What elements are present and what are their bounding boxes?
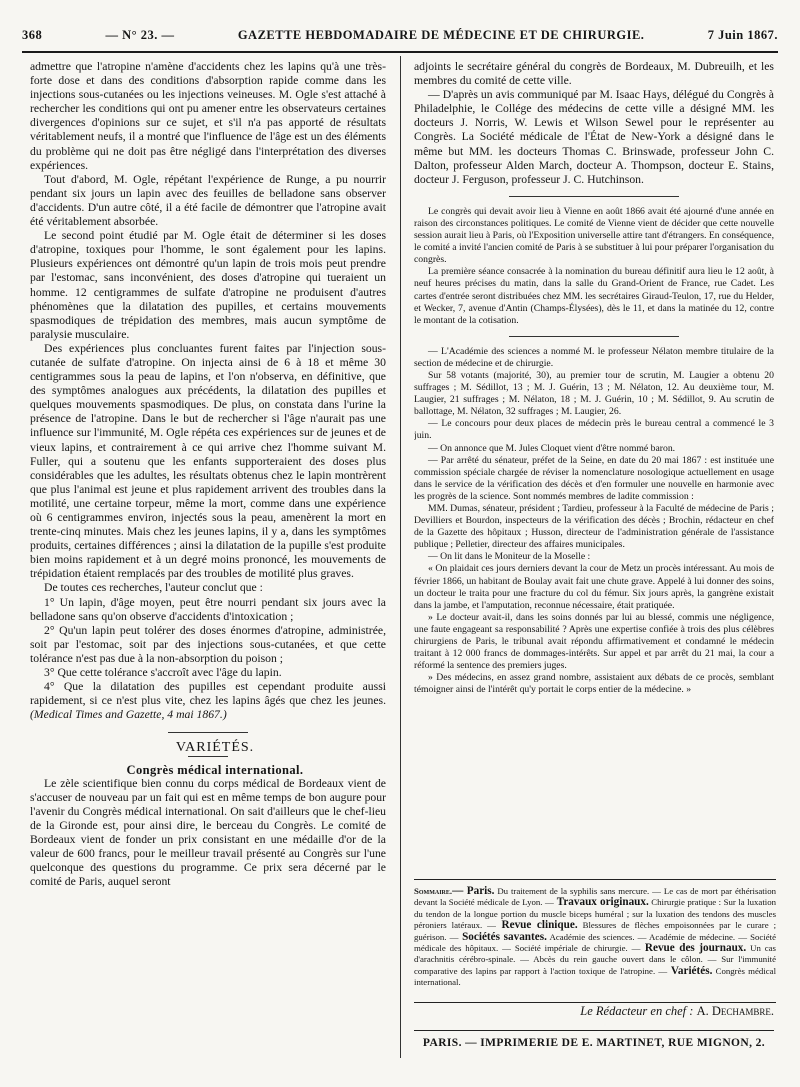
article-paragraph: adjoints le secrétaire général du congrès de Bordeaux, M. Dubreuilh, et les membres du comité de cette ville. xyxy=(414,60,774,88)
left-column xyxy=(30,60,386,1060)
separator-rule xyxy=(509,196,679,197)
article-paragraph: admettre que l'atropine n'amène d'accidents chez les lapins qu'à une très-forte dose et dans des conditions d'absorption rapide comme dans les injections sous-cutanées ou les injections veineuses. M. Ogle s'est attaché à rechercher les conditions qui ont pu amener entre les observateurs certaines divergences d'opinions sur ce sujet, et s'il n'a pas apporté de résultats véritablement neufs, il a montré que l'influence de l'âge est un des éléments du problème qui ne doit pas être négligé dans l'interprétation des diverses expériences. xyxy=(30,60,386,172)
printer-imprint: PARIS. — IMPRIMERIE DE E. MARTINET, RUE MIGNON, 2. xyxy=(414,1030,774,1049)
article-paragraph: Tout d'abord, M. Ogle, répétant l'expérience de Runge, a pu nourrir pendant six jours un lapin avec des feuilles de belladone sans observer d'accidents. D'un autre côté, il a été facile de démontrer que l'atropine avait été véritablement absorbée. xyxy=(30,172,386,229)
news-paragraph: — L'Académie des sciences a nommé M. le professeur Nélaton membre titulaire de la section de médecine et de chirurgie. xyxy=(414,345,774,369)
toc-entries: Chirurgie pratique : Sur la luxation du tendon de la longue portion du muscle biceps huméral ; sur la luxation des tendons des muscles péroniers latéraux. — xyxy=(414,897,776,931)
table-of-contents xyxy=(414,879,776,1003)
gazette-title: GAZETTE HEBDOMADAIRE DE MÉDECINE ET DE CHIRURGIE. xyxy=(237,27,645,42)
toc-heading: Sociétés savantes. xyxy=(458,930,547,943)
congress-news xyxy=(414,60,774,187)
toc-entries: Un cas d'arachnitis cérébro-spinale. — Abcès du rein gauche ouvert dans le côlon. — Sur l'immunité comparative des lapins par rapport à l'action toxique de l'atropine. — xyxy=(414,943,776,976)
section-rule xyxy=(168,732,248,733)
article-paragraph: Le second point étudié par M. Ogle était de déterminer si les doses d'atropine, toxiques pour l'homme, le sont également pour les lapins. Plusieurs expériences ont démontré qu'un lapin de trois mois peut prendre par l'estomac, sans inconvénient, des doses d'atropine qui tueraient un homme. 12 centigrammes de sulfate d'atropine ne produisent d'autres phénomènes que la dilatation des pupilles, et certains mouvements spasmodiques de trépidation des membres, mais aucun symptôme de paralysie musculaire. xyxy=(30,229,386,341)
toc-label: Sommaire. xyxy=(414,886,453,896)
section-subtitle: Congrès médical international. xyxy=(126,762,304,777)
article-paragraph: Le zèle scientifique bien connu du corps médical de Bordeaux vient de s'accuser de nouveau par un fait qui est en même temps de bon augure pour l'avenir du Congrès médical international. On sait d'ailleurs que le chef-lieu de la Gironde est, pour ainsi dire, le berceau du Congrès. Le comité de Bordeaux vient de fonder un prix consistant en une médaille d'or de la valeur de 600 francs, pour le meilleur travail présenté au Congrès sur l'une quelconque des questions du programme. Ce prix sera décerné par le comité de Paris, auquel seront xyxy=(30,776,386,889)
citation: (Medical Times and Gazette, 4 mai 1867.) xyxy=(30,708,227,722)
news-paragraph: Sur 58 votants (majorité, 30), au premier tour de scrutin, M. Laugier a obtenu 20 suffrages ; M. Sédillot, 13 ; M. J. Guérin, 13 ; M. Nélaton, 12. Au deuxième tour, M. Laugier, 21 suffrages ; M. Nélaton, 18 ; M. J. Guérin, 10 ; M. Sédillot, 9. Au scrutin de ballottage, M. Nélaton, 32 suffrages ; M. Laugier, 26. xyxy=(414,369,774,418)
news-paragraph: — On lit dans le Moniteur de la Moselle : xyxy=(428,551,591,563)
news-paragraph: La première séance consacrée à la nomination du bureau définitif aura lieu le 12 août, à neuf heures précises du matin, dans la salle du Grand-Orient de France, rue Cadet. Les cartes d'entrée seront distribuées chez MM. les secrétaires Giraud-Teulon, 17, rue du Helder, et Wecker, 7, avenue d'Antin (Champs-Élysées), dès le 11, et dans la matinée du 12, contre le montant de la cotisation. xyxy=(414,266,774,326)
news-paragraph: — Le concours pour deux places de médecin près le bureau central a commencé le 3 juin. xyxy=(414,418,774,442)
news-paragraph: « On plaidait ces jours derniers devant la cour de Metz un procès intéressant. Au mois de février 1866, un habitant de Boulay avait fait une chute grave. Appelé à lui donner des soins, un docteur le traita pour une fracture du col du fémur. Six jours après, la gangrène existait dans la jambe, et l'amputation, reconnue nécessaire, était pratiquée. xyxy=(414,563,774,611)
column-divider xyxy=(400,56,401,1058)
news-items xyxy=(414,206,774,327)
news-paragraph: — Par arrêté du sénateur, préfet de la Seine, en date du 20 mai 1867 : est instituée une commission spéciale chargée de réviser la nomenclature nosologique actuellement en usage dans le service de la vérification des décès et d'en formuler une nouvelle en harmonie avec les progrès de la science. Sont nommés membres de ladite commission : xyxy=(414,454,774,502)
issue-number: — N° 23. — xyxy=(105,27,175,42)
toc-entries: Académie des sciences. — Académie de médecine. — Société médicale des hôpitaux. — Société impériale de chirurgie. — xyxy=(414,931,776,954)
conclusion-item xyxy=(30,680,386,722)
toc-heading: Revue des journaux. xyxy=(640,942,747,955)
editor-line xyxy=(414,1004,774,1019)
conclusion-item: 1° Un lapin, d'âge moyen, peut être nourri pendant six jours avec la belladone sans qu'on observe d'accidents d'intoxication ; xyxy=(30,595,386,623)
news-items xyxy=(414,346,774,697)
news-paragraph: MM. Dumas, sénateur, président ; Tardieu, professeur à la Faculté de médecine de Paris ; Devilliers et Bourdon, inspecteurs de la vérification des décès ; Brochin, rédacteur en chef de la Gazette des hôpitaux ; Husson, directeur de l'administration générale de l'assistance publique ; Pelletier, directeur des affaires municipales. xyxy=(414,503,774,551)
separator-rule xyxy=(509,336,679,337)
news-paragraph: — On annonce que M. Jules Cloquet vient d'être nommé baron. xyxy=(428,442,676,454)
right-column xyxy=(414,60,774,980)
news-paragraph: Le congrès qui devait avoir lieu à Vienne en août 1866 avait été ajourné d'une année en raison des circonstances politiques. Le comité de Vienne vient de décider que cette nouvelle session aurait lieu à Paris, où l'Exposition universelle attire tant d'étrangers. En conséquence, le comité a invité l'ancien comité de Paris à se substituer à lui pour préparer l'organisation du congrès. xyxy=(414,205,774,266)
toc-entries: Congrès médical international. xyxy=(414,965,776,988)
toc-heading: Travaux originaux. xyxy=(553,896,649,909)
issue-date: 7 Juin 1867. xyxy=(707,27,778,42)
section-subrule xyxy=(188,756,228,757)
news-paragraph: » Le docteur avait-il, dans les soins donnés par lui au blessé, commis une négligence, une faute engageant sa responsabilité ? Après une expertise confiée à trois des plus célèbres chirurgiens de Paris, le tribunal avait répondu affirmativement et condamné le médecin traitant à 12 000 francs de dommages-intérêts. Sur appel et par arrêt du 21 mai, la cour a réformé la sentence des premiers juges. xyxy=(414,611,774,672)
conclusion-item-text: 4° Que la dilatation des pupilles est cependant produite aussi rapidement, si ce n'est plus vite, chez les lapins âgés que chez les jeunes. xyxy=(30,680,386,708)
page-number: 368 xyxy=(22,27,43,42)
conclusion-item: 2° Qu'un lapin peut tolérer des doses énormes d'atropine, administrée, soit par l'estomac, soit par des injections sous-cutanées, et que cette tolérance n'est pas due à la non-absorption du poison ; xyxy=(30,623,386,665)
editor-label: Le Rédacteur en chef : xyxy=(580,1004,694,1018)
editor-name: A. Dechambre. xyxy=(696,1004,774,1018)
article-paragraph: Des expériences plus concluantes furent faites par l'injection sous-cutanée de sulfate d'atropine. On injecta ainsi de 6 à 18 et même 30 centigrammes sous la peau de lapins, et l'on n'observa, en définitive, que des symptômes analogues aux précédents, la dilatation des pupilles et quelques mouvements spasmodiques. De plus, on constata dans l'urine la présence de l'atropine. Dans le but de rechercher si l'âge n'aurait pas une influence sur l'immunité, M. Ogle répéta ces expériences sur de jeunes et de vieux lapins, et contrairement à ce qui arrive chez l'homme suivant M. Fuller, qui a soutenu que les enfants supporteraient des doses plus considérables que les adultes, les résultats obtenus chez le lapin montrèrent que plus l'animal est jeune et plus rapidement arrivent des troubles dans la motilité, une certaine torpeur, même la mort, comme dans une expérience où 6 centigrammes environ, injectés sous la peau, amenèrent la mort en trente-cinq minutes. Mais chez les jeunes lapins, il y a, dans les symptômes produits, certaines différences ; ainsi la dilatation de la pupille s'est produite bien moins rapidement et à un degré moins prononcé, les mouvements de trépidation étaient remplacés par des troubles de motilité plus graves. xyxy=(30,341,386,581)
running-header xyxy=(22,22,778,48)
toc-entries: Du traitement de la syphilis sans mercure. — Le cas de mort par éthérisation devant la Société médicale de Lyon. — xyxy=(414,886,776,908)
article-paragraph: De toutes ces recherches, l'auteur conclut que : xyxy=(44,581,263,595)
header-rule xyxy=(22,51,778,53)
toc-heading: Variétés. xyxy=(667,964,713,977)
toc-heading: Revue clinique. xyxy=(495,919,578,932)
news-paragraph: » Des médecins, en assez grand nombre, assistaient aux débats de ce procès, semblant témoigner ainsi de l'intérêt qu'y portait le corps entier de la médecine. » xyxy=(414,672,774,696)
toc-entries: Blessures de flèches empoisonnées par le curare ; guérison. — xyxy=(414,920,776,942)
article-paragraph: — D'après un avis communiqué par M. Isaac Hays, délégué du Congrès à Philadelphie, le Collége des médecins de cette ville a désigné MM. les docteurs J. Norris, W. Lewis et Wilson Sewel pour le représenter au Congrès. La Société médicale de l'État de New-York a désigné dans le même but MM. les docteurs Thomas C. Brinswade, professeur John C. Dalton, professeur Alden March, docteur A. Thompson, docteur E. Stains, docteur J. Ferguson, professeur J. C. Hutchinson. xyxy=(414,88,774,186)
conclusion-item: 3° Que cette tolérance s'accroît avec l'âge du lapin. xyxy=(44,666,282,680)
toc-heading: — Paris. xyxy=(452,885,495,897)
section-title: VARIÉTÉS. xyxy=(175,740,255,756)
